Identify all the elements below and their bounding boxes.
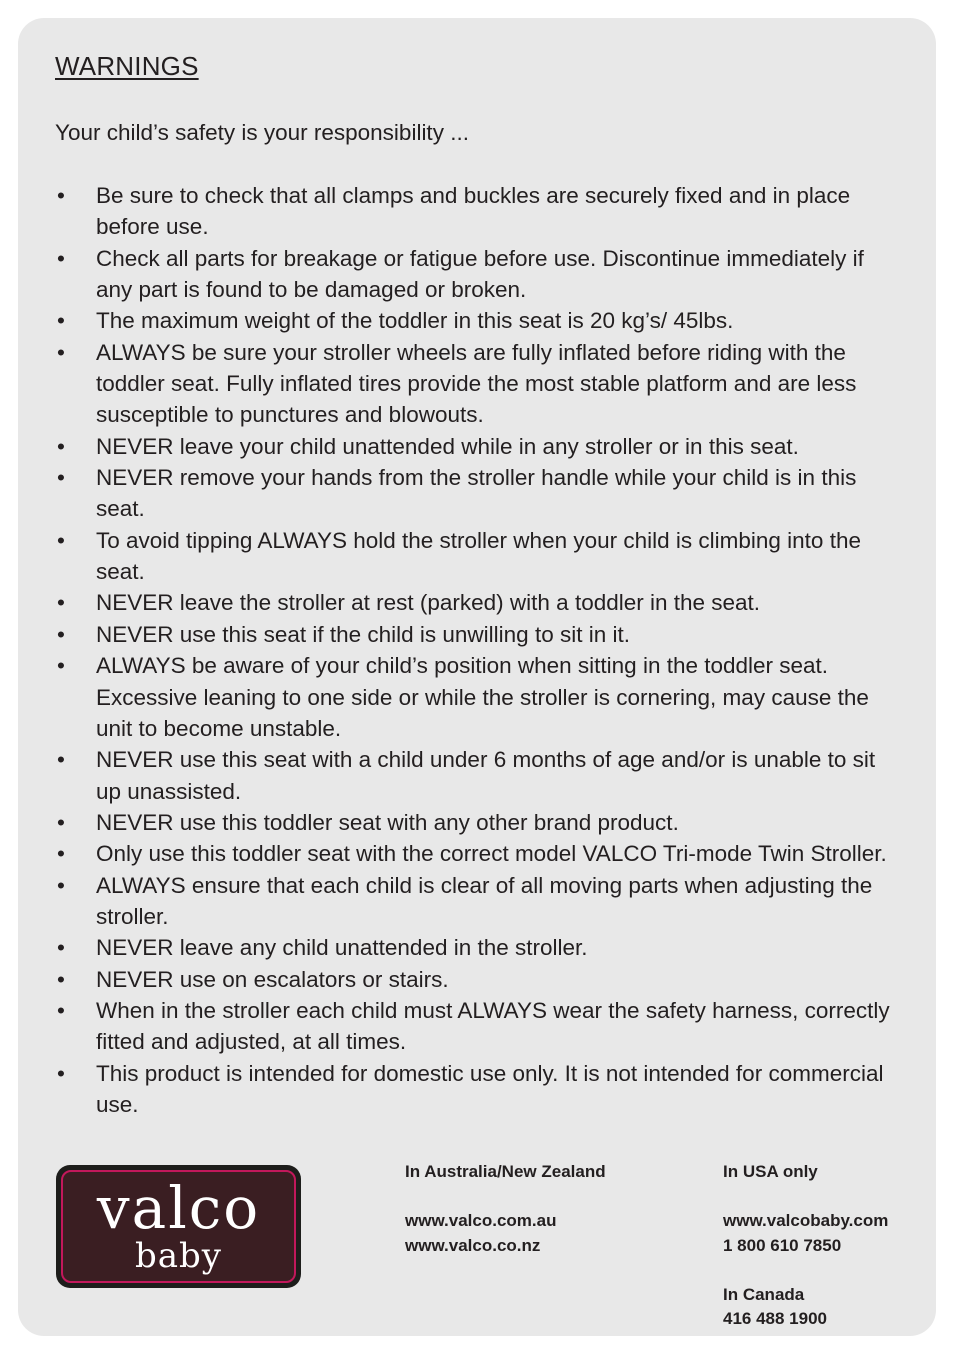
contact-canada-heading: In Canada [723, 1284, 805, 1304]
warning-text: When in the stroller each child must ALWAYS wear the safety harness, correctly fitted and adjusted, at all times. [96, 997, 890, 1055]
warning-text: Only use this toddler seat with the correct model VALCO Tri-mode Twin Stroller. [96, 841, 887, 867]
warning-item [55, 587, 905, 618]
contact-au-website: www.valco.com.au [405, 1211, 557, 1230]
bullet-icon: • [57, 621, 65, 647]
warning-text: The maximum weight of the toddler in this seat is 20 kg’s/ 45lbs. [96, 308, 734, 334]
bullet-icon: • [57, 590, 65, 616]
warning-text: ALWAYS be sure your stroller wheels are fully inflated before riding with the toddler seat. Fully inflated tires provide the most stable platform and are less susceptible to punctures and blowouts. [96, 339, 857, 428]
warning-text: NEVER remove your hands from the stroller handle while your child is in this seat. [96, 465, 857, 522]
warning-item [55, 838, 905, 869]
warning-text: NEVER use on escalators or stairs. [96, 966, 449, 992]
warning-text: NEVER leave any child unattended in the stroller. [96, 935, 588, 961]
contact-au-nz-heading: In Australia/New Zealand [405, 1162, 606, 1181]
bullet-icon: • [57, 1060, 65, 1086]
logo-wordmark-baby: baby [134, 1236, 222, 1276]
bullet-icon: • [57, 966, 65, 992]
bullet-icon: • [57, 747, 65, 773]
bullet-icon: • [57, 245, 65, 271]
valco-baby-logo [56, 1165, 301, 1288]
warning-item [55, 305, 905, 336]
warning-item [55, 870, 905, 933]
warning-item [55, 619, 905, 650]
warning-text: To avoid tipping ALWAYS hold the stroller when your child is climbing into the seat. [96, 527, 861, 585]
bullet-icon: • [57, 183, 65, 208]
bullet-icon: • [57, 935, 65, 961]
bullet-icon: • [57, 433, 65, 459]
warning-item [55, 462, 905, 525]
contact-canada-phone: 416 488 1900 [723, 1309, 827, 1328]
logo-wordmark-valco: valco [96, 1174, 261, 1242]
contact-usa-heading: In USA only [723, 1162, 818, 1181]
warning-text: NEVER use this toddler seat with any other brand product. [96, 809, 679, 835]
warning-text: This product is intended for domestic use only. It is not intended for commercial use. [96, 1060, 884, 1117]
logo-frame [61, 1170, 296, 1283]
warning-item [55, 337, 905, 431]
warning-text: Be sure to check that all clamps and buckles are securely fixed and in place before use. [96, 183, 851, 240]
warning-item [55, 431, 905, 462]
warning-text: ALWAYS be aware of your child’s position when sitting in the toddler seat. Excessive leaning to one side or while the stroller is cornering, may cause the unit to become unstable. [96, 653, 869, 741]
contact-au-nz [405, 1160, 606, 1258]
intro-text: Your child’s safety is your responsibility ... [55, 120, 469, 145]
warning-text: NEVER use this seat if the child is unwilling to sit in it. [96, 621, 630, 647]
warning-item [55, 995, 905, 1058]
contact-usa-website: www.valcobaby.com [723, 1211, 889, 1230]
page-title: WARNINGS [55, 51, 199, 81]
warning-text: ALWAYS ensure that each child is clear of all moving parts when adjusting the stroller. [96, 872, 873, 929]
warning-item [55, 180, 905, 243]
warning-text: NEVER leave the stroller at rest (parked) with a toddler in the seat. [96, 590, 761, 616]
bullet-icon: • [57, 841, 65, 867]
bullet-icon: • [57, 308, 65, 334]
warning-item [55, 525, 905, 588]
bullet-icon: • [57, 653, 65, 679]
contact-usa-phone: 1 800 610 7850 [723, 1235, 842, 1255]
bullet-icon: • [57, 997, 65, 1023]
bullet-icon: • [57, 809, 65, 835]
warning-item [55, 744, 905, 807]
warning-item [55, 964, 905, 995]
bullet-icon: • [57, 339, 65, 365]
contact-usa-canada [723, 1160, 888, 1332]
bullet-icon: • [57, 872, 65, 898]
warning-item [55, 807, 905, 838]
warning-item [55, 1058, 905, 1121]
contact-nz-website: www.valco.co.nz [405, 1235, 541, 1255]
warnings-list [55, 180, 905, 1120]
warning-text: NEVER leave your child unattended while in any stroller or in this seat. [96, 433, 799, 459]
warning-item [55, 932, 905, 963]
bullet-icon: • [57, 527, 65, 553]
warning-text: NEVER use this seat with a child under 6 months of age and/or is unable to sit up unassisted. [96, 747, 876, 804]
bullet-icon: • [57, 465, 65, 491]
warning-item [55, 243, 905, 306]
warning-text: Check all parts for breakage or fatigue before use. Discontinue immediately if any part is found to be damaged or broken. [96, 245, 864, 303]
warning-item [55, 650, 905, 744]
